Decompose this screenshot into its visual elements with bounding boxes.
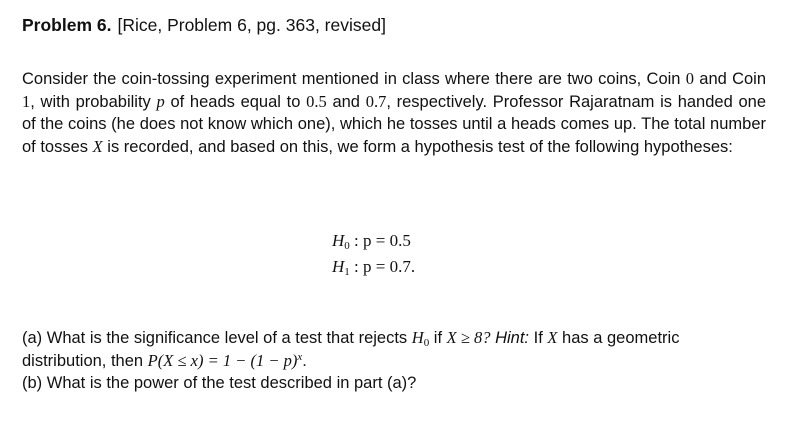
coin-0-number: 0 [685,69,694,88]
intro-text-5: and [326,92,366,111]
prob-symbol: p [156,91,165,111]
problem-label: Problem 6. [22,15,112,35]
coin-1-number: 1 [22,91,31,111]
part-b-question: (b) What is the power of the test described in part (a)? [22,374,417,392]
formula-exponent: x [297,350,303,363]
h1-symbol: H [332,257,345,276]
h1-subscript: 1 [344,266,350,278]
null-hypothesis [332,228,415,254]
intro-text-6: , respectively. Professor Rajaratnam is handed one of the coins (he does not know which one), which he tosses until a heads comes up. The total number of tosses [22,92,766,156]
alternative-hypothesis [332,254,415,280]
part-a-end: . [302,351,307,370]
intro-text-3: , with probability [30,92,157,111]
part-a-condition: X ≥ 8? [446,328,491,347]
intro-text-1: Consider the coin-tossing experiment mentioned in class where there are two coins, Coin [22,70,686,88]
h1-equation: : p = 0.7. [349,257,416,276]
part-a-h-subscript: 0 [423,337,430,349]
tosses-variable: X [92,136,103,156]
problem-heading [22,14,386,36]
intro-text-7: is recorded, and based on this, we form a hypothesis test of the following hypotheses: [102,137,733,156]
intro-text-2: and Coin [694,70,767,88]
h0-subscript: 0 [344,240,350,252]
part-a-mid: if [429,329,447,347]
part-a-question [22,327,766,372]
prob-value-2: 0.7 [365,91,387,111]
hint-text-2: has a geometric distribution, then [22,329,680,370]
hypotheses-block [332,228,415,280]
problem-intro-paragraph [22,68,766,158]
h0-symbol: H [332,231,345,250]
hint-text-1: If [529,329,548,347]
problem-parts [22,327,766,395]
intro-text-4: of heads equal to [164,92,307,111]
part-a-h-symbol: H [411,328,424,347]
problem-citation: [Rice, Problem 6, pg. 363, revised] [117,15,386,35]
hint-label: Hint: [495,329,530,347]
part-a-prefix: (a) What is the significance level of a test that rejects [22,329,412,347]
prob-value-1: 0.5 [306,91,327,111]
geometric-cdf-formula: P(X ≤ x) = 1 − (1 − p) [147,350,298,370]
h0-equation: : p = 0.5 [349,231,411,250]
hint-variable: X [547,328,558,347]
